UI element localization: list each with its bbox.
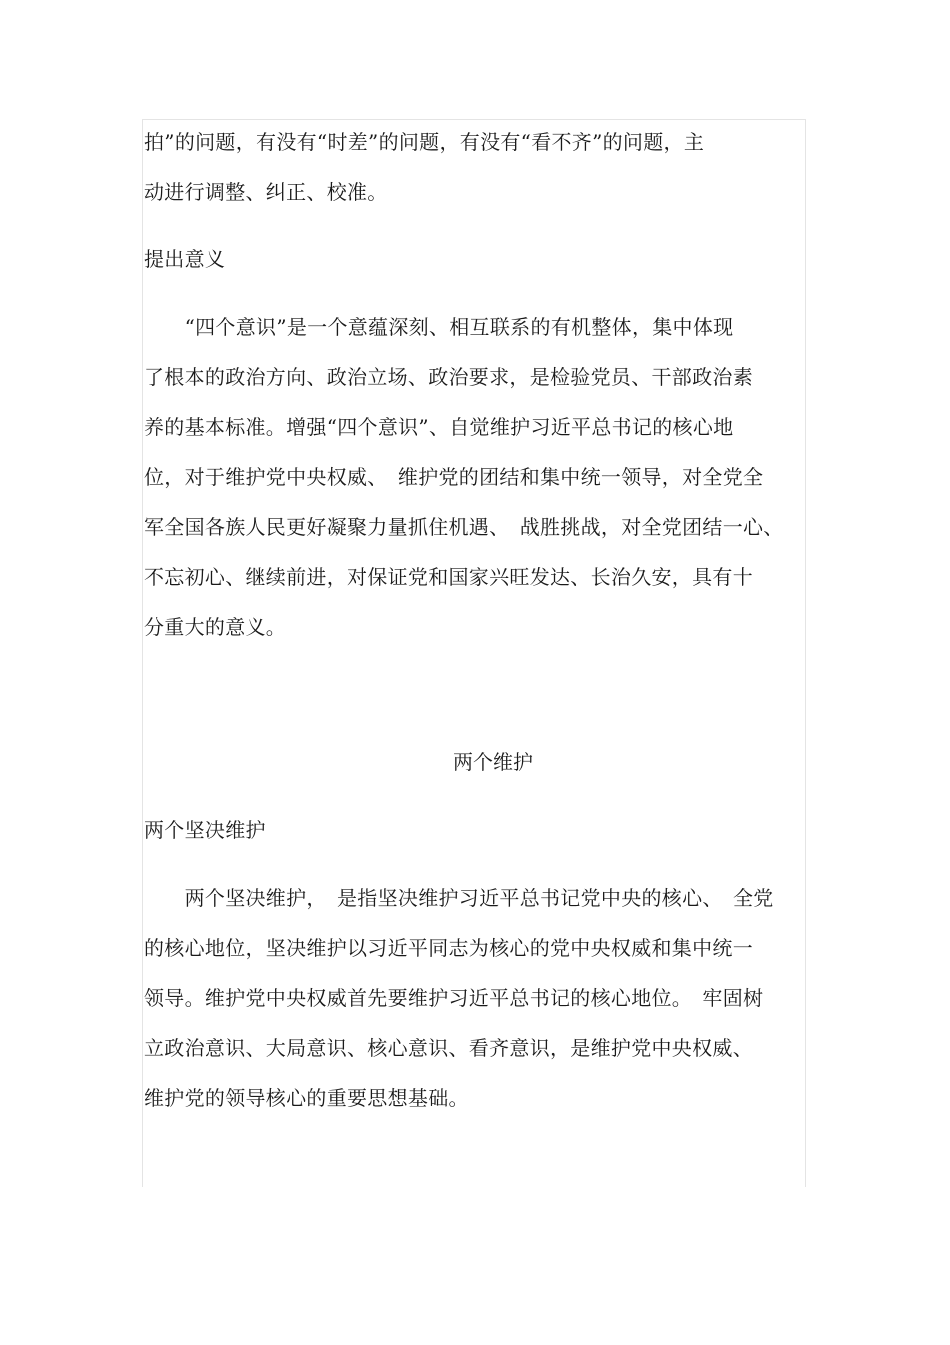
intro-line-2: 动进行调整、纠正、校准。: [144, 180, 388, 204]
paragraph-line: 不忘初心、继续前进，对保证党和国家兴旺发达、长治久安，具有十: [144, 565, 753, 589]
paragraph-line: 了根本的政治方向、政治立场、政治要求，是检验党员、干部政治素: [144, 365, 753, 389]
section-heading-two-upholds: 两个坚决维护: [144, 818, 266, 842]
intro-line-1: 拍”的问题，有没有“时差”的问题，有没有“看不齐”的问题，主: [144, 130, 705, 154]
paragraph-line: “四个意识”是一个意蕴深刻、相互联系的有机整体，集中体现: [144, 315, 734, 339]
paragraph-line: 维护党的领导核心的重要思想基础。: [144, 1086, 469, 1110]
page-frame: [142, 119, 806, 1187]
section-title: 两个维护: [453, 750, 533, 774]
paragraph-line: 分重大的意义。: [144, 615, 287, 639]
paragraph-line: 的核心地位，坚决维护以习近平同志为核心的党中央权威和集中统一: [144, 936, 753, 960]
paragraph-line: 位，对于维护党中央权威、 维护党的团结和集中统一领导，对全党全: [144, 465, 764, 489]
paragraph-line: 养的基本标准。增强“四个意识”、自觉维护习近平总书记的核心地: [144, 415, 734, 439]
paragraph-line: 两个坚决维护， 是指坚决维护习近平总书记党中央的核心、 全党: [144, 886, 774, 910]
section-heading-significance: 提出意义: [144, 247, 226, 271]
paragraph-line: 军全国各族人民更好凝聚力量抓住机遇、 战胜挑战，对全党团结一心、: [144, 515, 784, 539]
paragraph-line: 立政治意识、大局意识、核心意识、看齐意识，是维护党中央权威、: [144, 1036, 753, 1060]
paragraph-line: 领导。维护党中央权威首先要维护习近平总书记的核心地位。 牢固树: [144, 986, 764, 1010]
